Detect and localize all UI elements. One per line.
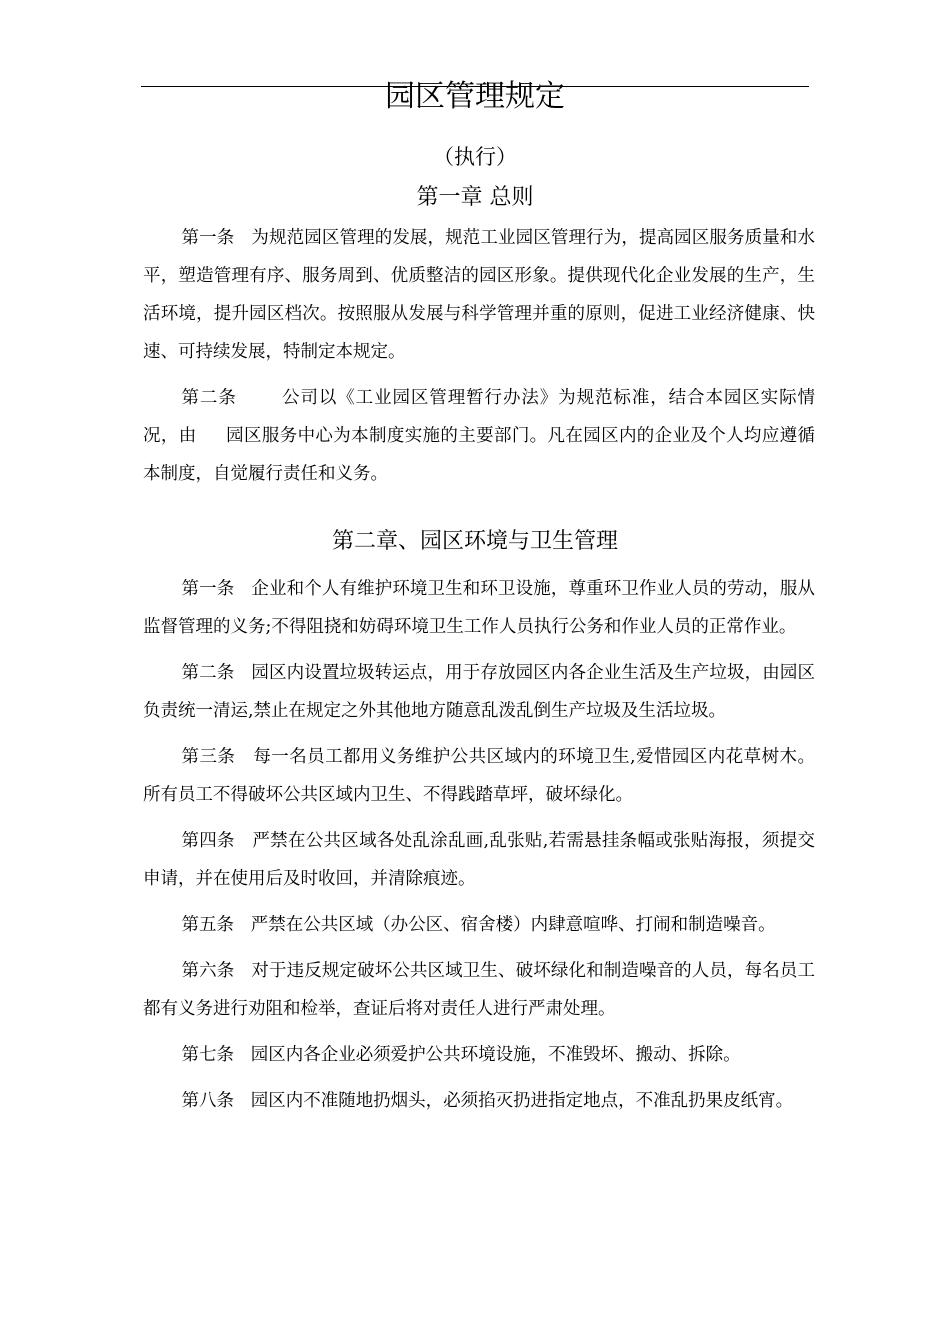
article: 第一条 为规范园区管理的发展，规范工业园区管理行为，提高园区服务质量和水平，塑造管理有序、服务周到、优质整洁的园区形象。提供现代化企业发展的生产，生活环境，提升园区档次。按照服从发展与科学管理并重的原则，促进工业经济健康、快速、可持续发展，特制定本规定。 [143, 228, 815, 362]
chapter-1-heading: 第一章 总则 [416, 185, 534, 210]
article: 第二条 公司以《工业园区管理暂行办法》为规范标准，结合本园区实际情况，由 园区服务中心为本制度实施的主要部门。凡在园区内的企业及个人均应遵循本制度，自觉履行责任和义务。 [143, 388, 815, 484]
document-title: 园区管理规定 [385, 79, 565, 114]
chapter-2-body [143, 570, 815, 1120]
article: 第四条 严禁在公共区域各处乱涂乱画,乱张贴,若需悬挂条幅或张贴海报，须提交申请，并在使用后及时收回，并清除痕迹。 [143, 831, 815, 889]
article: 第三条 每一名员工都用义务维护公共区域内的环境卫生,爱惜园区内花草树木。所有员工不得破坏公共区域内卫生、不得践踏草坪，破坏绿化。 [143, 747, 815, 805]
article: 第七条 园区内各企业必须爱护公共环境设施，不准毁坏、搬动、拆除。 [181, 1045, 741, 1065]
article: 第一条 企业和个人有维护环境卫生和环卫设施，尊重环卫作业人员的劳动，服从监督管理的义务;不得阻挠和妨碍环境卫生工作人员执行公务和作业人员的正常作业。 [143, 579, 815, 637]
chapter-1-body [143, 219, 815, 493]
document-subtitle: （执行） [433, 145, 517, 169]
article: 第五条 严禁在公共区域（办公区、宿舍楼）内肆意喧哗、打闹和制造噪音。 [181, 915, 776, 935]
chapter-2-heading: 第二章、园区环境与卫生管理 [331, 529, 618, 554]
article: 第二条 园区内设置垃圾转运点，用于存放园区内各企业生活及生产垃圾，由园区负责统一清运,禁止在规定之外其他地方随意乱泼乱倒生产垃圾及生活垃圾。 [143, 663, 815, 721]
article: 第八条 园区内不准随地扔烟头，必须掐灭扔进指定地点，不准乱扔果皮纸宵。 [181, 1091, 794, 1111]
article: 第六条 对于违反规定破坏公共区域卫生、破坏绿化和制造噪音的人员，每名员工都有义务进行劝阻和检举，查证后将对责任人进行严肃处理。 [143, 961, 815, 1019]
